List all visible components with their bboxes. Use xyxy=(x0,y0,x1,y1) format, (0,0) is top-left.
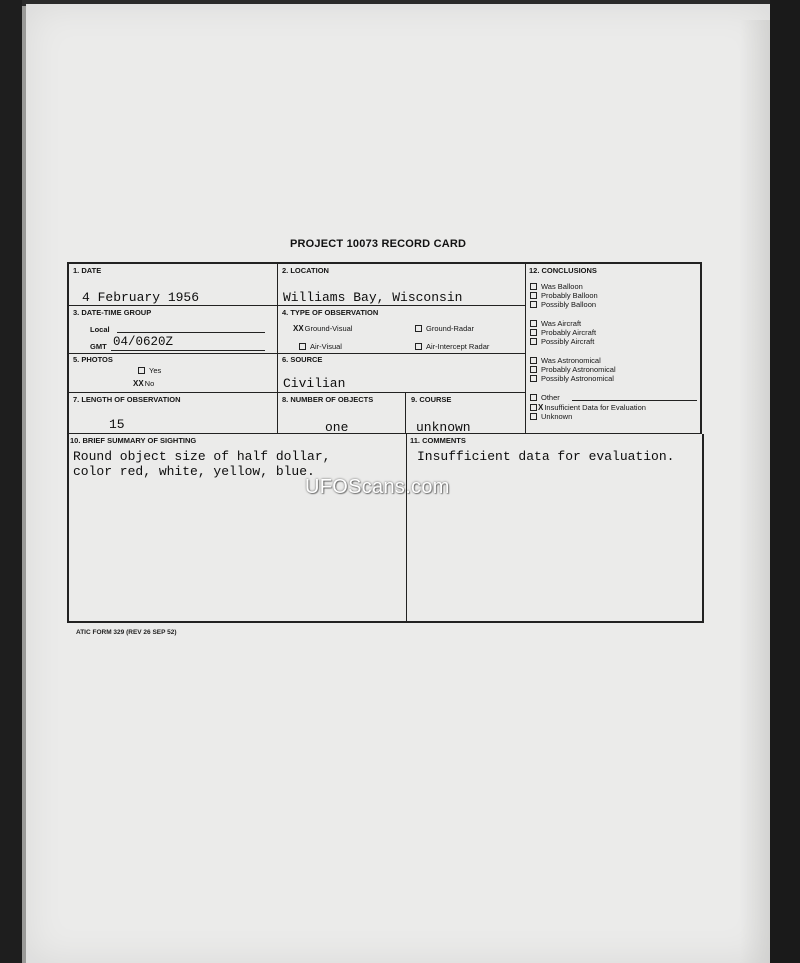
conclusion-was-aircraft xyxy=(530,319,581,328)
conclusion-insufficient-data xyxy=(530,403,646,412)
conclusions-label: 12. CONCLUSIONS xyxy=(529,266,597,275)
record-card xyxy=(67,262,704,623)
summary-label: 10. BRIEF SUMMARY OF SIGHTING xyxy=(70,436,197,445)
conclusion-other xyxy=(530,393,560,402)
was-aircraft-checkbox xyxy=(530,320,537,327)
ground-radar-checkbox xyxy=(415,325,422,332)
possibly-astronomical-text: Possibly Astronomical xyxy=(541,374,614,383)
possibly-astronomical-checkbox xyxy=(530,375,537,382)
unknown-text: Unknown xyxy=(541,412,573,421)
watermark: UFOScans.com xyxy=(305,476,450,498)
conclusion-possibly-astronomical xyxy=(530,374,614,383)
conclusion-probably-aircraft xyxy=(530,328,596,337)
photos-yes-option xyxy=(138,366,161,375)
probably-astronomical-text: Probably Astronomical xyxy=(541,365,616,374)
date-time-group-label: 3. DATE-TIME GROUP xyxy=(73,308,152,317)
divider-objects-course xyxy=(405,392,406,433)
possibly-aircraft-text: Possibly Aircraft xyxy=(541,337,595,346)
number-of-objects-value: one xyxy=(325,420,349,435)
photos-no-option xyxy=(133,379,154,388)
length-label: 7. LENGTH OF OBSERVATION xyxy=(73,395,181,404)
ground-visual-text: Ground-Visual xyxy=(304,324,353,333)
divider-row4 xyxy=(67,433,702,434)
insufficient-data-check: X xyxy=(538,403,544,412)
number-of-objects-label: 8. NUMBER OF OBJECTS xyxy=(282,395,374,404)
possibly-balloon-text: Possibly Balloon xyxy=(541,300,597,309)
date-value: 4 February 1956 xyxy=(82,290,200,305)
date-label: 1. DATE xyxy=(73,266,102,275)
type-of-observation-label: 4. TYPE OF OBSERVATION xyxy=(282,308,379,317)
page-shading xyxy=(740,20,772,963)
conclusion-probably-balloon xyxy=(530,291,598,300)
course-label: 9. COURSE xyxy=(411,395,452,404)
conclusion-possibly-aircraft xyxy=(530,337,594,346)
gmt-label: GMT xyxy=(90,342,107,351)
divider-col2 xyxy=(525,262,526,433)
other-text: Other xyxy=(541,393,560,402)
other-checkbox xyxy=(530,394,537,401)
ground-visual-check: XX xyxy=(293,324,304,333)
air-intercept-radar-checkbox xyxy=(415,343,422,350)
card-border-bottom xyxy=(67,621,704,623)
gmt-value: 04/0620Z xyxy=(113,335,174,349)
ground-radar-option xyxy=(415,324,474,333)
air-visual-text: Air-Visual xyxy=(310,342,342,351)
card-border-right-upper xyxy=(700,262,702,434)
air-intercept-radar-text: Air-Intercept Radar xyxy=(426,342,490,351)
probably-balloon-checkbox xyxy=(530,292,537,299)
insufficient-data-checkbox xyxy=(530,404,537,411)
conclusion-was-astronomical xyxy=(530,356,601,365)
summary-line-2: color red, white, yellow, blue. xyxy=(73,464,315,479)
length-value: 15 xyxy=(109,417,125,432)
source-value: Civilian xyxy=(283,376,346,391)
divider-row2 xyxy=(67,353,525,354)
photos-yes-text: Yes xyxy=(149,366,162,375)
scan-frame-right xyxy=(770,0,800,963)
probably-astronomical-checkbox xyxy=(530,366,537,373)
probably-aircraft-checkbox xyxy=(530,329,537,336)
card-border-right-lower xyxy=(702,434,704,623)
conclusion-possibly-balloon xyxy=(530,300,596,309)
ground-radar-text: Ground-Radar xyxy=(426,324,474,333)
card-border-left xyxy=(67,262,69,623)
photos-no-check: XX xyxy=(133,379,144,388)
ground-visual-option xyxy=(293,324,352,333)
location-value: Williams Bay, Wisconsin xyxy=(283,290,463,305)
unknown-checkbox xyxy=(530,413,537,420)
air-intercept-radar-option xyxy=(415,342,489,351)
air-visual-option xyxy=(299,342,342,351)
comments-label: 11. COMMENTS xyxy=(410,436,466,445)
was-balloon-checkbox xyxy=(530,283,537,290)
summary-line-1: Round object size of half dollar, xyxy=(73,449,331,464)
conclusion-was-balloon xyxy=(530,282,583,291)
gmt-underline xyxy=(111,350,265,351)
conclusion-unknown xyxy=(530,412,572,421)
was-astronomical-checkbox xyxy=(530,357,537,364)
insufficient-data-text: Insufficient Data for Evaluation xyxy=(544,403,646,412)
source-label: 6. SOURCE xyxy=(282,355,323,364)
divider-row1 xyxy=(67,305,525,306)
probably-balloon-text: Probably Balloon xyxy=(541,291,598,300)
air-visual-checkbox xyxy=(299,343,306,350)
form-identifier: ATIC FORM 329 (REV 26 SEP 52) xyxy=(76,629,177,636)
card-title: PROJECT 10073 RECORD CARD xyxy=(290,238,467,250)
photos-yes-checkbox xyxy=(138,367,145,374)
comments-value: Insufficient data for evaluation. xyxy=(417,449,675,464)
photos-label: 5. PHOTOS xyxy=(73,355,113,364)
conclusion-probably-astronomical xyxy=(530,365,616,374)
local-label: Local xyxy=(90,325,110,334)
photos-no-text: No xyxy=(144,379,155,388)
card-border-top xyxy=(67,262,701,264)
scan-frame-left xyxy=(0,0,22,963)
local-underline xyxy=(117,332,265,333)
course-value: unknown xyxy=(416,420,471,435)
was-aircraft-text: Was Aircraft xyxy=(541,319,582,328)
possibly-aircraft-checkbox xyxy=(530,338,537,345)
divider-summary-comments xyxy=(406,433,407,622)
was-astronomical-text: Was Astronomical xyxy=(541,356,601,365)
location-label: 2. LOCATION xyxy=(282,266,329,275)
was-balloon-text: Was Balloon xyxy=(541,282,583,291)
divider-row3 xyxy=(67,392,525,393)
probably-aircraft-text: Probably Aircraft xyxy=(541,328,597,337)
other-underline xyxy=(572,400,697,401)
possibly-balloon-checkbox xyxy=(530,301,537,308)
divider-col1 xyxy=(277,262,278,433)
